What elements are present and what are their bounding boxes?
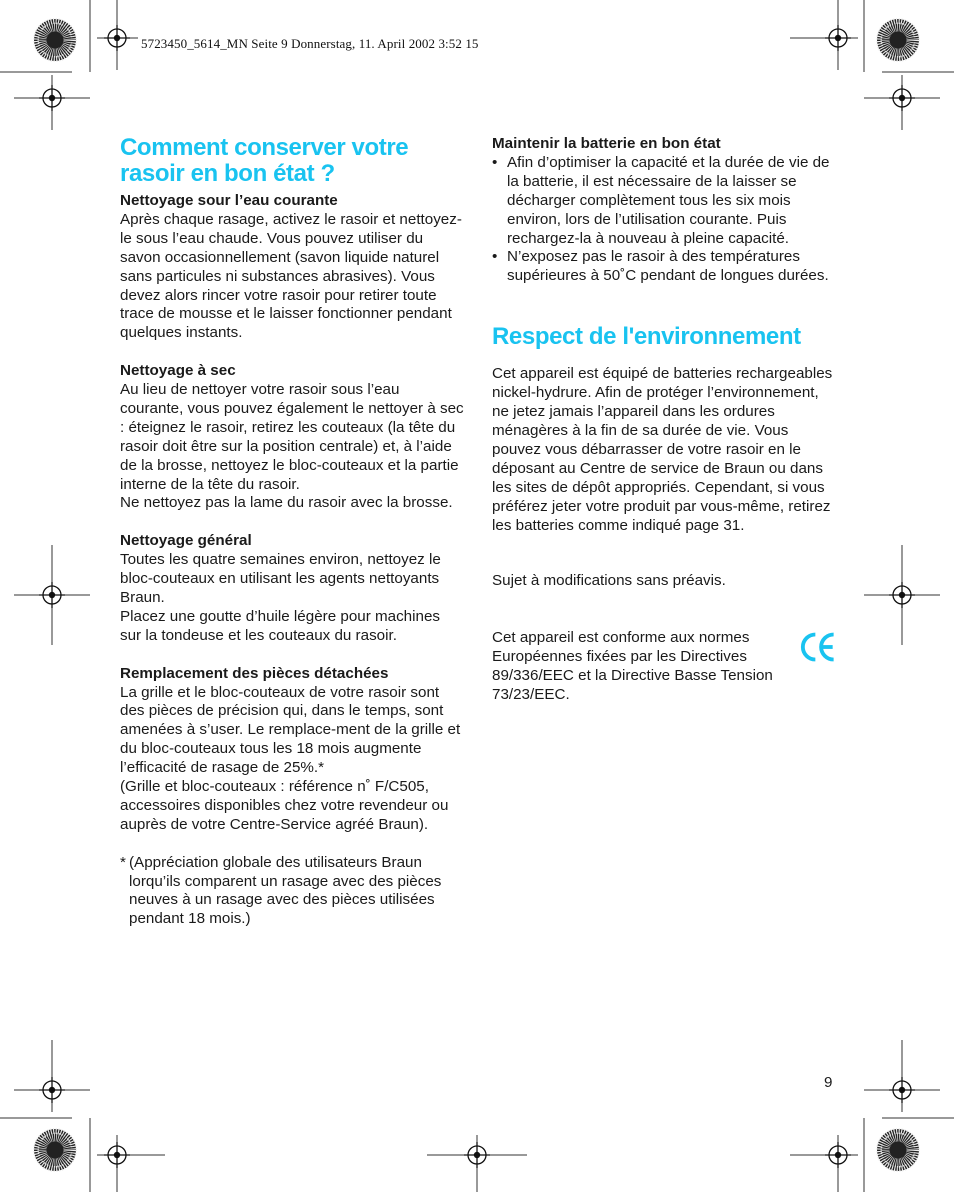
list-item: • N’exposez pas le rasoir à des températures supérieures à 50˚C pendant de longues durées.	[492, 248, 837, 286]
section-text-dry: Au lieu de nettoyer votre rasoir sous l’eau courante, vous pouvez également le nettoyer à sec : éteignez le rasoir, retirez les couteaux (la tête du rasoir doit être sur la position centrale) et, à l’aide de la brosse, nettoyez le bloc-couteaux et la partie interne de la tête du rasoir.	[120, 381, 464, 493]
environment-title: Respect de l'environnement	[492, 323, 801, 351]
environment-text: Cet appareil est équipé de batteries rechargeables nickel-hydrure. Afin de protéger l’environnement, ne jetez jamais l’appareil dans les ordures ménagères à la fin de sa durée de vie. Vous pouvez vous débarrasser de votre rasoir en le déposant au Centre de service de Braun ou dans les sites de dépôt appropriés. Cependant, si vous préférez jeter votre produit par vous-même, retirez les batteries comme indiqué page 31.	[492, 365, 833, 534]
section-text-rinse: Après chaque rasage, activez le rasoir et nettoyez-le sous l’eau chaude. Vous pouvez utiliser du savon occasionnellement (savon liquide naturel sans particules ni substances abrasives). Vous devez alors rincer votre rasoir pour retirer toute trace de mousse et le laisser fonctionner pendant quelques instants.	[120, 210, 462, 342]
section-text-general-2: Placez une goutte d’huile légère pour machines sur la tondeuse et les couteaux du rasoir.	[120, 607, 440, 644]
print-header: 5723450_5614_MN Seite 9 Donnerstag, 11. April 2002 3:52 15	[141, 36, 479, 51]
section-heading-rinse: Nettoyage sour l’eau courante	[120, 192, 338, 209]
section-heading-replacement: Remplacement des pièces détachées	[120, 664, 389, 682]
section-heading-general: Nettoyage général	[120, 532, 252, 550]
list-item: • Afin d’optimiser la capacité et la durée de vie de la batterie, il est nécessaire de la laisser se décharger complètement tous les six mois environ, lors de l’utilisation courante. Puis rechargez-la à nouveau à pleine capacité.	[492, 154, 837, 249]
section-heading-dry: Nettoyage à sec	[120, 362, 236, 380]
notice-text: Sujet à modifications sans préavis.	[492, 572, 726, 590]
section-text-replacement-2: (Grille et bloc-couteaux : référence n˚ F/C505, accessoires disponibles chez votre revendeur ou auprès de votre Centre-Service agréé Braun).	[120, 778, 449, 833]
ce-text: Cet appareil est conforme aux normes Européennes fixées par les Directives 89/336/EEC et la Directive Basse Tension 73/23/EEC.	[492, 629, 773, 704]
page-title: Comment conserver votre rasoir en bon état ?	[120, 134, 409, 187]
section-text-dry-2: Ne nettoyez pas la lame du rasoir avec la brosse.	[120, 494, 453, 512]
section-text-replacement: La grille et le bloc-couteaux de votre rasoir sont des pièces de précision qui, dans le temps, sont amenées à s’user. Le remplace-ment de la grille et du bloc-couteaux tous les 18 mois augmente l’efficacité de rasage de 25%.*	[120, 683, 461, 777]
footnote-star: *	[120, 853, 126, 871]
page-number: 9	[824, 1074, 833, 1091]
section-text-general: Toutes les quatre semaines environ, nettoyez le bloc-couteaux en utilisant les agents nettoyants Braun.	[120, 551, 441, 606]
footnote-text: (Appréciation globale des utilisateurs Braun lorqu’ils comparent un rasage avec des pièces neuves à un rasage avec des pièces utilisées pendant 18 mois.)	[129, 853, 442, 928]
section-heading-battery: Maintenir la batterie en bon état	[492, 135, 721, 152]
